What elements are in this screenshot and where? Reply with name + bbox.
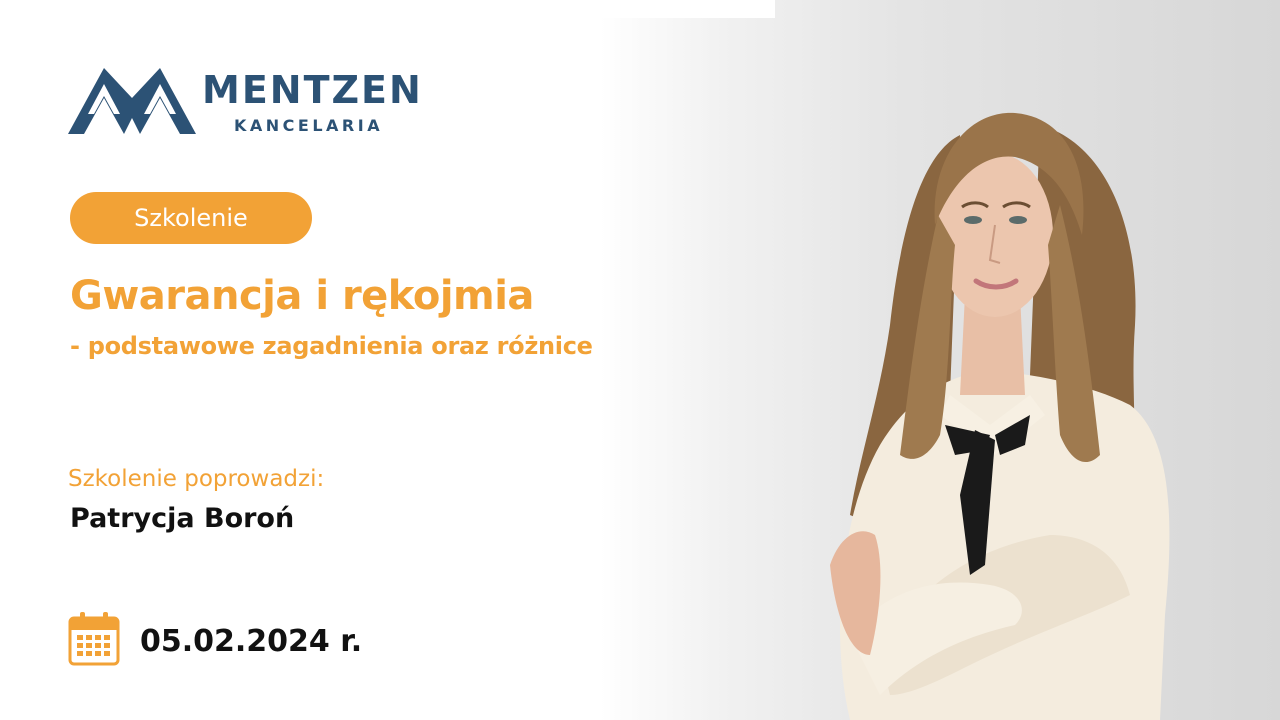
training-title: Gwarancja i rękojmia bbox=[70, 273, 534, 319]
mountains-logo-icon bbox=[68, 64, 196, 136]
brand-name: MENTZEN bbox=[202, 68, 423, 112]
brand-logo bbox=[68, 64, 448, 140]
calendar-icon bbox=[68, 612, 120, 666]
presenter-photo bbox=[790, 95, 1190, 720]
category-badge: Szkolenie bbox=[70, 192, 312, 244]
presenter-label: Szkolenie poprowadzi: bbox=[68, 466, 325, 492]
background-top-strip bbox=[0, 0, 775, 18]
presenter-name: Patrycja Boroń bbox=[70, 503, 295, 534]
brand-subtitle: KANCELARIA bbox=[234, 116, 384, 135]
training-subtitle: - podstawowe zagadnienia oraz różnice bbox=[70, 332, 593, 360]
event-date: 05.02.2024 r. bbox=[140, 624, 363, 659]
